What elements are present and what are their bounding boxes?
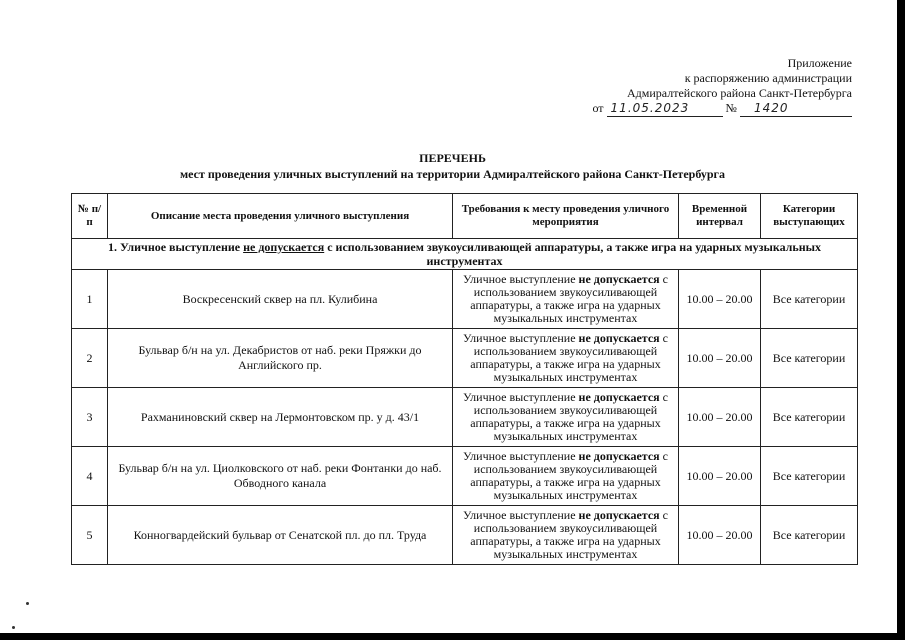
req-end: с использованием звукоусиливающей аппаратуры, а также игра на ударных музыкальных инструментах [470, 449, 668, 502]
section-heading [72, 239, 858, 270]
table-row [72, 388, 858, 447]
header-requirements: Требования к месту проведения уличного мероприятия [453, 194, 679, 239]
req-bold: не допускается [578, 508, 660, 522]
row-category: Все категории [761, 447, 858, 506]
req-start: Уличное выступление [463, 331, 579, 345]
row-category: Все категории [761, 388, 858, 447]
scan-edge-right [897, 0, 905, 640]
row-requirements [453, 270, 679, 329]
date-prefix: от [592, 101, 604, 115]
row-requirements [453, 506, 679, 565]
table-row [72, 447, 858, 506]
req-end: с использованием звукоусиливающей аппаратуры, а также игра на ударных музыкальных инструментах [470, 331, 668, 384]
table-row [72, 506, 858, 565]
req-bold: не допускается [578, 272, 660, 286]
row-num: 5 [72, 506, 108, 565]
req-end: с использованием звукоусиливающей аппаратуры, а также игра на ударных музыкальных инструментах [470, 272, 668, 325]
header-time: Временной интервал [679, 194, 761, 239]
row-time: 10.00 – 20.00 [679, 388, 761, 447]
req-end: с использованием звукоусиливающей аппаратуры, а также игра на ударных музыкальных инструментах [470, 508, 668, 561]
locations-table [71, 193, 858, 565]
req-start: Уличное выступление [463, 390, 579, 404]
req-start: Уличное выступление [463, 449, 579, 463]
req-bold: не допускается [578, 331, 660, 345]
header-description: Описание места проведения уличного выступления [108, 194, 453, 239]
row-time: 10.00 – 20.00 [679, 447, 761, 506]
row-location: Воскресенский сквер на пл. Кулибина [108, 270, 453, 329]
header-categories: Категории выступающих [761, 194, 858, 239]
table-row [72, 270, 858, 329]
handwritten-number: 1420 [740, 101, 852, 117]
appendix-title: Приложение [787, 56, 852, 70]
row-num: 2 [72, 329, 108, 388]
row-category: Все категории [761, 329, 858, 388]
row-location: Рахманиновский сквер на Лермонтовском пр. у д. 43/1 [108, 388, 453, 447]
header-num: № п/п [72, 194, 108, 239]
section-suffix: с использованием звукоусиливающей аппаратуры, а также игра на ударных музыкальных инструментах [324, 240, 822, 268]
row-category: Все категории [761, 506, 858, 565]
number-sign: № [725, 101, 737, 115]
appendix-date-number-line [592, 101, 852, 117]
row-location: Бульвар б/н на ул. Циолковского от наб. реки Фонтанки до наб. Обводного канала [108, 447, 453, 506]
scan-speck [26, 602, 29, 605]
scan-edge-bottom [0, 633, 905, 640]
req-start: Уличное выступление [463, 508, 579, 522]
row-location: Бульвар б/н на ул. Декабристов от наб. реки Пряжки до Английского пр. [108, 329, 453, 388]
row-category: Все категории [761, 270, 858, 329]
row-num: 3 [72, 388, 108, 447]
appendix-block [592, 56, 852, 117]
table-row [72, 329, 858, 388]
scan-speck [12, 626, 15, 629]
row-requirements [453, 329, 679, 388]
req-bold: не допускается [578, 390, 660, 404]
appendix-district-line: Адмиралтейского района Санкт-Петербурга [627, 86, 852, 100]
row-time: 10.00 – 20.00 [679, 506, 761, 565]
title-subheading: мест проведения уличных выступлений на территории Адмиралтейского района Санкт-Петербурга [180, 167, 725, 181]
row-time: 10.00 – 20.00 [679, 270, 761, 329]
section-underlined: не допускается [243, 240, 325, 254]
row-requirements [453, 388, 679, 447]
row-location: Конногвардейский бульвар от Сенатской пл. до пл. Труда [108, 506, 453, 565]
req-start: Уличное выступление [463, 272, 579, 286]
row-num: 4 [72, 447, 108, 506]
table-header-row [72, 194, 858, 239]
row-requirements [453, 447, 679, 506]
req-bold: не допускается [578, 449, 660, 463]
row-time: 10.00 – 20.00 [679, 329, 761, 388]
row-num: 1 [72, 270, 108, 329]
section-row [72, 239, 858, 270]
appendix-order-line: к распоряжению администрации [684, 71, 852, 85]
document-title [0, 150, 905, 182]
section-prefix: 1. Уличное выступление [107, 240, 244, 254]
title-heading: ПЕРЕЧЕНЬ [419, 151, 486, 165]
handwritten-date: 11.05.2023 [607, 101, 723, 117]
req-end: с использованием звукоусиливающей аппаратуры, а также игра на ударных музыкальных инструментах [470, 390, 668, 443]
